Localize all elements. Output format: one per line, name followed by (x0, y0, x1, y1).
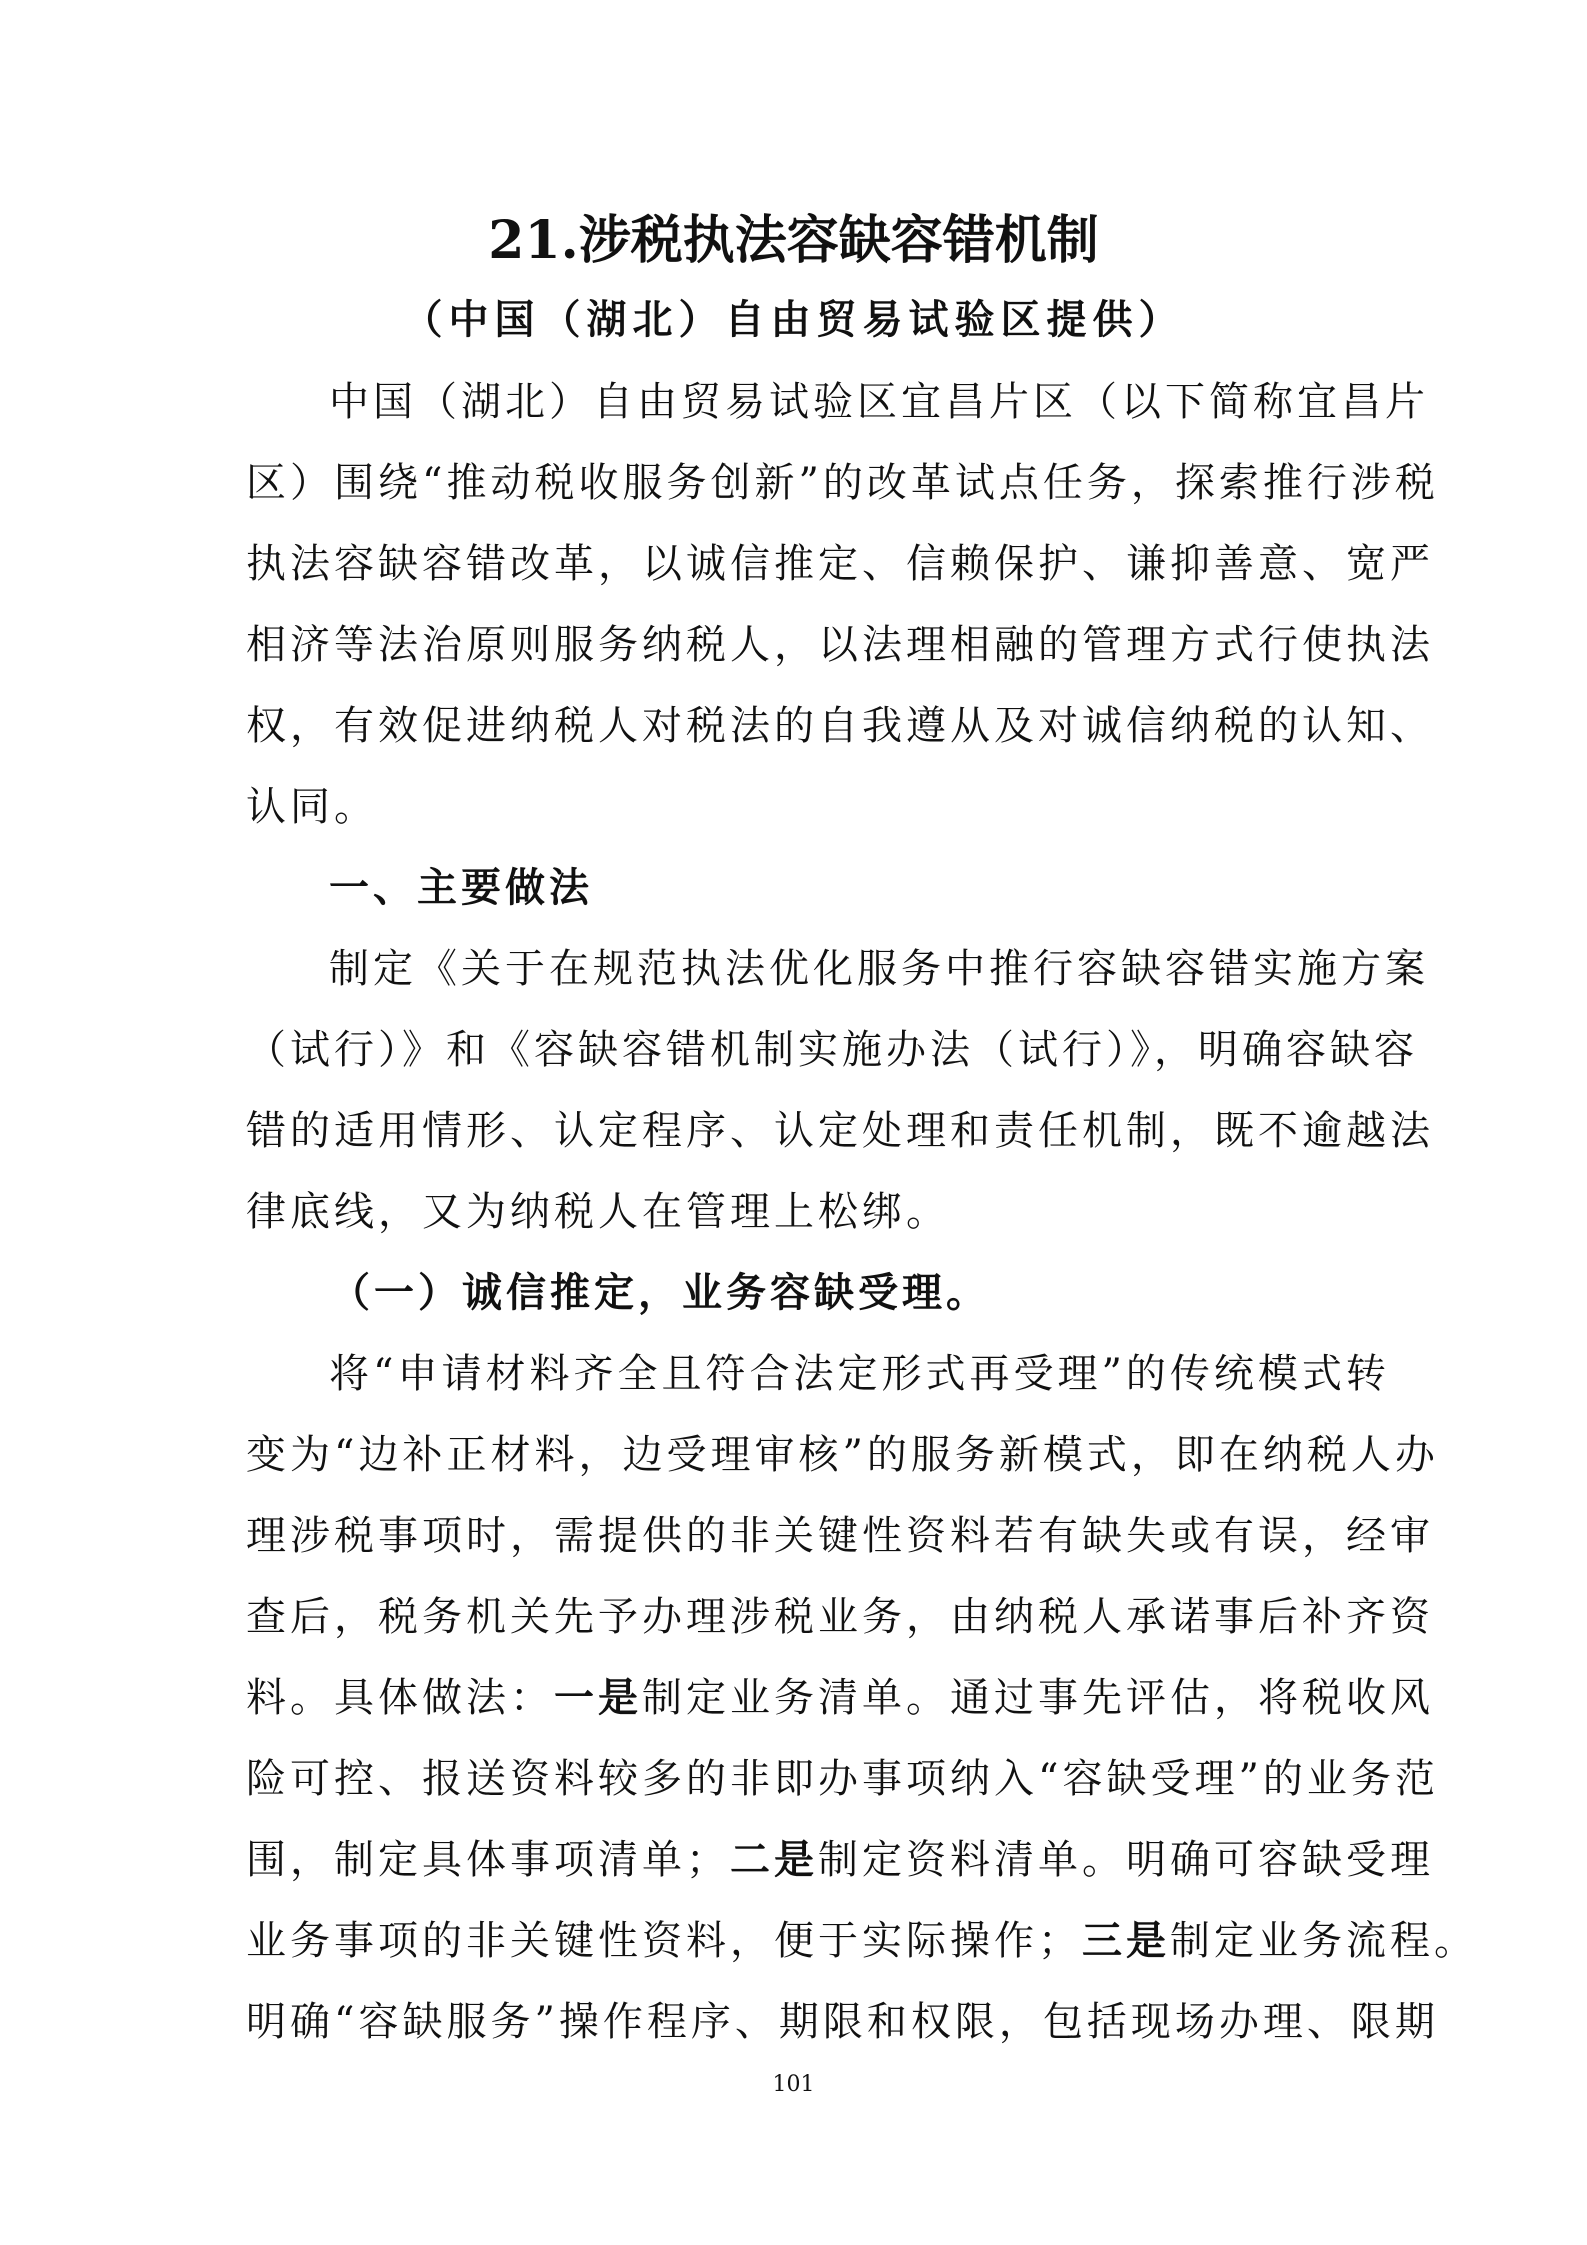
subsection-line (246, 1832, 1434, 1888)
section-heading: 一、主要做法 (329, 864, 593, 911)
section-line: （试行）》和《容缺容错机制实施办法（试行）》，明确容缺容 (246, 1027, 1418, 1073)
emphasis-text: 二是 (730, 1836, 818, 1883)
subsection-line: 理涉税事项时，需提供的非关键性资料若有缺失或有误，经审 (246, 1513, 1434, 1559)
section-line: 制定《关于在规范执法优化服务中推行容缺容错实施方案 (329, 946, 1429, 992)
intro-line: 中国（湖北）自由贸易试验区宜昌片区（以下简称宜昌片 (329, 379, 1429, 425)
subsection-line (246, 1913, 1478, 1969)
line-text: 料。具体做法： (246, 1675, 554, 1721)
subsection-line: 明确“容缺服务”操作程序、期限和权限，包括现场办理、限期 (246, 1999, 1439, 2045)
subsection-line: 查后，税务机关先予办理涉税业务，由纳税人承诺事后补齐资 (246, 1594, 1434, 1640)
line-text: 制定业务清单。通过事先评估，将税收风 (642, 1675, 1434, 1721)
line-text: 制定业务流程。 (1170, 1918, 1478, 1964)
subsection-line: 将“申请材料齐全且符合法定形式再受理”的传统模式转 (329, 1351, 1390, 1397)
emphasis-text: 三是 (1082, 1917, 1170, 1964)
subsection-line (246, 1670, 1434, 1726)
document-subtitle: （中国（湖北）自由贸易试验区提供） (402, 296, 1185, 343)
intro-line: 区）围绕“推动税收服务创新”的改革试点任务，探索推行涉税 (246, 460, 1439, 506)
document-title: 21.涉税执法容缺容错机制 (488, 210, 1099, 271)
intro-line: 认同。 (246, 784, 378, 830)
page-number: 101 (772, 2072, 815, 2097)
emphasis-text: 一是 (554, 1674, 642, 1721)
line-text: 制定资料清单。明确可容缺受理 (818, 1837, 1434, 1883)
subsection-line: 变为“边补正材料，边受理审核”的服务新模式，即在纳税人办 (246, 1432, 1439, 1478)
section-line: 错的适用情形、认定程序、认定处理和责任机制，既不逾越法 (246, 1108, 1434, 1154)
line-text: 围，制定具体事项清单； (246, 1837, 730, 1883)
section-line: 律底线，又为纳税人在管理上松绑。 (246, 1189, 950, 1235)
intro-line: 权，有效促进纳税人对税法的自我遵从及对诚信纳税的认知、 (246, 703, 1434, 749)
intro-line: 相济等法治原则服务纳税人，以法理相融的管理方式行使执法 (246, 622, 1434, 668)
subsection-line: 险可控、报送资料较多的非即办事项纳入“容缺受理”的业务范 (246, 1756, 1439, 1802)
intro-line: 执法容缺容错改革，以诚信推定、信赖保护、谦抑善意、宽严 (246, 541, 1434, 587)
line-text: 业务事项的非关键性资料，便于实际操作； (246, 1918, 1082, 1964)
subsection-heading: （一）诚信推定，业务容缺受理。 (330, 1269, 990, 1316)
